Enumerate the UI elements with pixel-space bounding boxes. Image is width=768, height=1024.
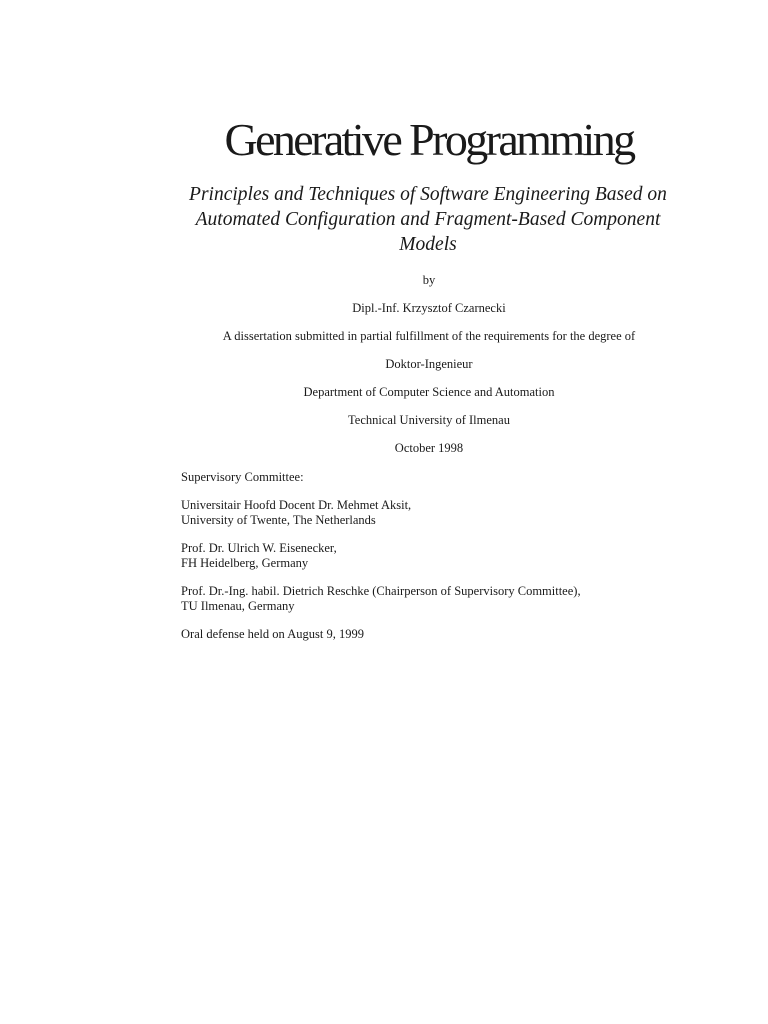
committee-member [181, 584, 741, 613]
committee-member-affiliation: TU Ilmenau, Germany [181, 598, 295, 613]
university-name: Technical University of Ilmenau [348, 413, 510, 427]
committee-member-affiliation: FH Heidelberg, Germany [181, 555, 309, 570]
document-title: Generative Programming [224, 114, 634, 165]
degree-name: Doktor-Ingenieur [385, 357, 473, 371]
committee-member [181, 498, 741, 527]
committee-member [181, 541, 741, 570]
committee-member-affiliation: University of Twente, The Netherlands [181, 512, 376, 527]
document-subtitle: Principles and Techniques of Software Engineering Based on Automated Configuration and Fragment-Based Component Models [189, 184, 667, 255]
submission-date: October 1998 [394, 441, 464, 455]
dissertation-statement: A dissertation submitted in partial fulfillment of the requirements for the degree of [222, 329, 636, 343]
committee-member-name: Universitair Hoofd Docent Dr. Mehmet Aksit, [181, 498, 412, 512]
committee-member-name: Prof. Dr. Ulrich W. Eisenecker, [181, 541, 337, 555]
by-line: by [422, 273, 436, 287]
committee-heading: Supervisory Committee: [181, 470, 304, 484]
department-name: Department of Computer Science and Automation [303, 385, 555, 399]
oral-defense-note: Oral defense held on August 9, 1999 [181, 627, 364, 641]
committee-member-name: Prof. Dr.-Ing. habil. Dietrich Reschke (Chairperson of Supervisory Committee), [181, 584, 581, 598]
author-name: Dipl.-Inf. Krzysztof Czarnecki [352, 301, 506, 315]
